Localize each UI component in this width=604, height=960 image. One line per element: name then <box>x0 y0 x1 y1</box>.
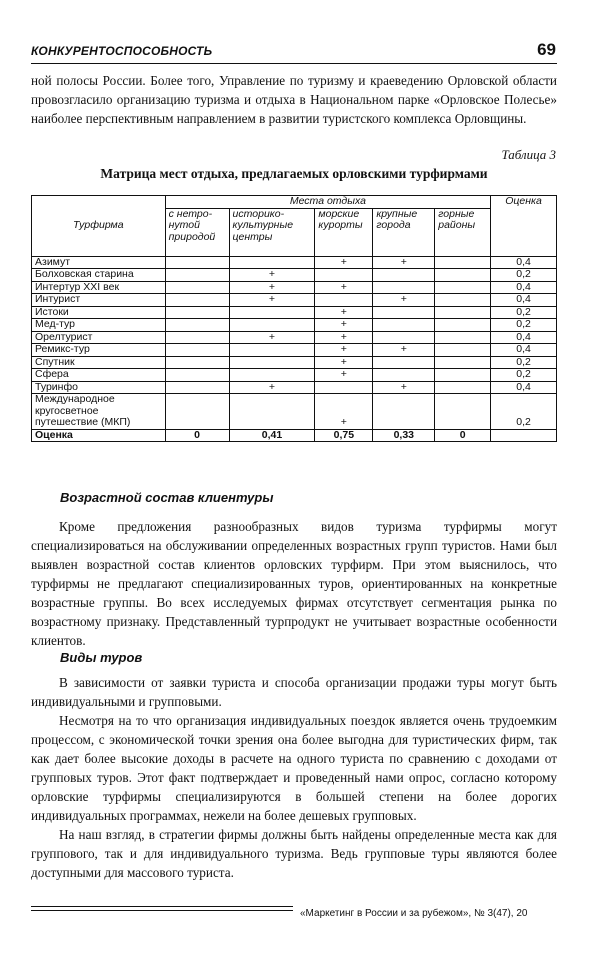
table-row <box>32 269 557 282</box>
mark-cell <box>373 281 435 294</box>
mark-cell <box>435 356 491 369</box>
table-row <box>32 369 557 382</box>
section-title-tour-types: Виды туров <box>60 650 143 665</box>
mark-cell <box>435 344 491 357</box>
table-row <box>32 394 557 430</box>
mark-cell <box>165 394 229 430</box>
mark-cell <box>229 306 315 319</box>
firm-name: Спутник <box>32 356 166 369</box>
table-row <box>32 306 557 319</box>
score-cell: 0,2 <box>491 369 557 382</box>
firm-name: Туринфо <box>32 381 166 394</box>
firm-name: Интурист <box>32 294 166 307</box>
total-empty-cell <box>491 429 557 442</box>
score-cell: 0,2 <box>491 394 557 430</box>
column-group-header: Места отдыха <box>165 196 491 209</box>
total-value: 0,41 <box>229 429 315 442</box>
sub-header: морские курорты <box>315 208 373 256</box>
firm-name: Ремикс-тур <box>32 344 166 357</box>
mark-cell <box>373 331 435 344</box>
mark-cell: + <box>315 344 373 357</box>
mark-cell <box>229 319 315 332</box>
footer-citation: «Маркетинг в России и за рубежом», № 3(47), 20 <box>300 908 528 919</box>
score-cell: 0,4 <box>491 381 557 394</box>
mark-cell <box>165 369 229 382</box>
firm-name: Орелтурист <box>32 331 166 344</box>
section-paragraph: Кроме предложения разнообразных видов туризма турфирмы могут специализироваться на обслуживании определенных возрастных групп туристов. Нами был выявлен возрастной состав клиентов орловских турфирм. При этом выяснилось, что турфирмы не предлагают специализированных туров, ориентированных на конкретные возрастные группы. Во всех исследуемых фирмах отсутствует сегментация рынка по возрастному признаку. Представленный турпродукт не учитывает возрастные особенности клиентов. <box>31 519 557 648</box>
firm-name: Истоки <box>32 306 166 319</box>
section-title-age: Возрастной состав клиентуры <box>60 490 274 505</box>
table-row <box>32 356 557 369</box>
mark-cell <box>435 369 491 382</box>
total-value: 0 <box>165 429 229 442</box>
mark-cell <box>435 256 491 269</box>
table-label: Таблица 3 <box>501 147 556 162</box>
footer-rule <box>31 906 293 907</box>
mark-cell <box>165 356 229 369</box>
mark-cell: + <box>373 294 435 307</box>
header-rule <box>31 63 557 64</box>
mark-cell <box>435 381 491 394</box>
mark-cell <box>373 269 435 282</box>
column-header-firm: Турфирма <box>32 196 166 257</box>
table-row <box>32 319 557 332</box>
section-paragraph: Несмотря на то что организация индивидуальных поездок является очень трудоемким процессом, с экономической точки зрения она более выгодна для туристических фирм, так как дает более высокие доходы в расчете на одного туриста по сравнению с доходами от групповых туров. Этот факт подтверждает и проведенный нами опрос, согласно которому орловские турфирмы специализируются в большей степени на более дорогих индивидуальных программах, нежели на более дешевых групповых. <box>31 713 557 823</box>
mark-cell <box>229 369 315 382</box>
mark-cell <box>165 344 229 357</box>
firm-name: Сфера <box>32 369 166 382</box>
mark-cell <box>373 306 435 319</box>
sub-header: крупные города <box>373 208 435 256</box>
score-cell: 0,2 <box>491 356 557 369</box>
score-cell: 0,2 <box>491 269 557 282</box>
table-row <box>32 281 557 294</box>
mark-cell: + <box>315 281 373 294</box>
section-paragraph: На наш взгляд, в стратегии фирмы должны быть найдены определенные места как для группового, так и для индивидуального туризма. Ведь групповые туры являются более доступными для массового туриста. <box>31 827 557 880</box>
total-value: 0,33 <box>373 429 435 442</box>
mark-cell <box>229 344 315 357</box>
mark-cell <box>435 281 491 294</box>
mark-cell <box>229 256 315 269</box>
mark-cell: + <box>315 394 373 430</box>
mark-cell <box>435 319 491 332</box>
mark-cell <box>373 356 435 369</box>
table-row <box>32 344 557 357</box>
mark-cell: + <box>373 344 435 357</box>
sub-header: с нетро-нутой природой <box>165 208 229 256</box>
mark-cell: + <box>315 319 373 332</box>
firm-name: Азимут <box>32 256 166 269</box>
mark-cell: + <box>315 369 373 382</box>
mark-cell: + <box>229 331 315 344</box>
intro-paragraph: ной полосы России. Более того, Управление по туризму и краеведению Орловской области провозгласило организацию туризма и отдыха в Национальном парке «Орловское Полесье» наиболее перспективным направлением в развитии туристского комплекса Орловщины. <box>31 73 557 126</box>
footer-rule <box>31 910 293 911</box>
mark-cell: + <box>373 256 435 269</box>
mark-cell <box>315 294 373 307</box>
mark-cell <box>435 394 491 430</box>
table-row <box>32 256 557 269</box>
score-cell: 0,4 <box>491 281 557 294</box>
mark-cell: + <box>373 381 435 394</box>
total-value: 0,75 <box>315 429 373 442</box>
sub-header: историко-культурные центры <box>229 208 315 256</box>
mark-cell <box>373 369 435 382</box>
mark-cell <box>229 394 315 430</box>
mark-cell <box>435 331 491 344</box>
mark-cell: + <box>315 356 373 369</box>
score-cell: 0,4 <box>491 294 557 307</box>
table-row <box>32 294 557 307</box>
mark-cell: + <box>229 281 315 294</box>
mark-cell: + <box>229 381 315 394</box>
mark-cell: + <box>229 269 315 282</box>
score-cell: 0,4 <box>491 331 557 344</box>
total-label: Оценка <box>32 429 166 442</box>
table-row <box>32 331 557 344</box>
mark-cell <box>165 319 229 332</box>
mark-cell: + <box>315 306 373 319</box>
firm-name: Мед-тур <box>32 319 166 332</box>
page-number: 69 <box>537 40 556 59</box>
mark-cell <box>165 269 229 282</box>
mark-cell <box>165 306 229 319</box>
mark-cell <box>165 281 229 294</box>
mark-cell <box>165 294 229 307</box>
mark-cell <box>315 381 373 394</box>
mark-cell: + <box>315 256 373 269</box>
section-paragraph: В зависимости от заявки туриста и способа организации продажи туры могут быть индивидуальными и групповыми. <box>31 675 557 709</box>
total-row <box>32 429 557 442</box>
firm-name: Болховская старина <box>32 269 166 282</box>
mark-cell <box>435 269 491 282</box>
mark-cell <box>229 356 315 369</box>
mark-cell <box>435 294 491 307</box>
mark-cell <box>435 306 491 319</box>
mark-cell: + <box>315 331 373 344</box>
score-cell: 0,4 <box>491 344 557 357</box>
mark-cell <box>373 394 435 430</box>
mark-cell <box>315 269 373 282</box>
column-header-score: Оценка <box>491 196 557 257</box>
table-row <box>32 381 557 394</box>
running-header-title: КОНКУРЕНТОСПОСОБНОСТЬ <box>31 44 213 58</box>
score-cell: 0,4 <box>491 256 557 269</box>
sub-header: горные районы <box>435 208 491 256</box>
score-cell: 0,2 <box>491 319 557 332</box>
leisure-matrix-table <box>31 195 557 442</box>
score-cell: 0,2 <box>491 306 557 319</box>
mark-cell <box>165 256 229 269</box>
table-caption: Матрица мест отдыха, предлагаемых орловскими турфирмами <box>100 166 488 181</box>
mark-cell <box>165 331 229 344</box>
firm-name: Интертур XXI век <box>32 281 166 294</box>
mark-cell: + <box>229 294 315 307</box>
firm-name: Международное кругосветное путешествие (МКП) <box>32 394 166 430</box>
total-value: 0 <box>435 429 491 442</box>
mark-cell <box>165 381 229 394</box>
mark-cell <box>373 319 435 332</box>
